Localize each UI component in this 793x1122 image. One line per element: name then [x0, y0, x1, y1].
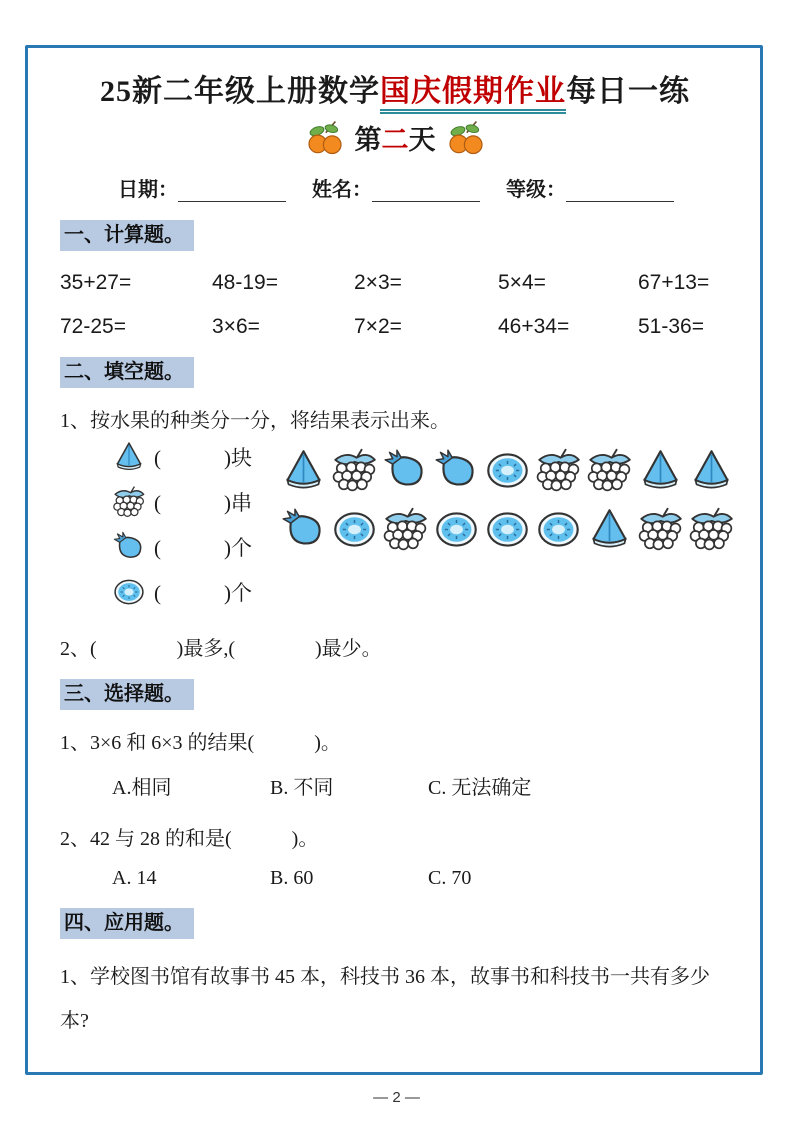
title-prefix: 25新二年级上册数学	[100, 75, 380, 108]
calc-problem: 2×3=	[354, 271, 402, 294]
header-field	[312, 173, 480, 202]
grapes-icon	[586, 447, 633, 494]
fruit-blank-label: ( )个	[154, 581, 252, 605]
calc-problem: 5×4=	[498, 271, 546, 294]
calc-problem: 35+27=	[60, 271, 132, 294]
grapes-icon	[637, 506, 684, 553]
calc-problem: 48-19=	[212, 271, 278, 294]
header-fields-row	[60, 173, 730, 202]
watermelon-icon	[586, 506, 633, 553]
section-fill-in	[60, 357, 730, 661]
title-highlight: 国庆假期作业	[380, 75, 566, 114]
page-border-frame	[25, 45, 763, 1075]
watermelon-icon	[280, 447, 327, 494]
choice-option: A. 14	[112, 867, 157, 889]
choice-option: B. 60	[270, 867, 314, 889]
calc-problem: 46+34=	[498, 315, 570, 338]
section-calculation	[60, 220, 730, 339]
strawberry-icon	[382, 447, 429, 494]
strawberry-icon	[433, 447, 480, 494]
calc-problem: 3×6=	[212, 315, 260, 338]
subtitle-suffix: 天	[408, 125, 436, 155]
section-fill-heading: 二、填空题。	[60, 357, 194, 388]
fruit-legend-row	[112, 574, 280, 610]
kiwi-icon	[484, 447, 531, 494]
choice-question-1: 1、3×6 和 6×3 的结果( )。	[60, 732, 341, 754]
kiwi-icon	[484, 506, 531, 553]
fruit-collection	[280, 447, 735, 610]
choice-option: C. 无法确定	[428, 777, 532, 799]
grapes-icon	[112, 485, 146, 519]
field-label: 日期：	[118, 179, 178, 201]
field-label: 等级：	[506, 179, 566, 201]
strawberry-icon	[112, 530, 146, 564]
choice-option: C. 70	[428, 867, 472, 889]
choice-options-1	[60, 771, 730, 800]
calc-problem: 72-25=	[60, 315, 126, 338]
fill-question-1: 1、按水果的种类分一分，将结果表示出来。	[60, 410, 450, 432]
header-field	[506, 173, 674, 202]
fill-question-2: 2、( )最多,( )最少。	[60, 638, 382, 660]
title-suffix: 每日一练	[566, 75, 690, 108]
calc-problem: 67+13=	[638, 271, 710, 294]
tangerine-icon	[446, 119, 486, 156]
choice-question-2: 2、42 与 28 的和是( )。	[60, 828, 319, 850]
calc-problem: 51-36=	[638, 315, 704, 338]
kiwi-icon	[535, 506, 582, 553]
fruit-blank-label: ( )个	[154, 536, 252, 560]
section-application	[60, 908, 730, 1043]
calc-problem: 7×2=	[354, 315, 402, 338]
grapes-icon	[535, 447, 582, 494]
field-blank-line	[372, 179, 480, 202]
subtitle-prefix: 第	[354, 125, 382, 155]
grapes-icon	[688, 506, 735, 553]
field-blank-line	[566, 179, 674, 202]
kiwi-icon	[331, 506, 378, 553]
section-calc-heading: 一、计算题。	[60, 220, 194, 251]
fruit-legend-row	[112, 484, 280, 520]
subtitle-day-number: 二	[381, 125, 409, 155]
tangerine-icon	[305, 119, 345, 156]
choice-option: A.相同	[112, 777, 172, 799]
fruit-row-1	[280, 447, 735, 494]
field-blank-line	[178, 179, 286, 202]
fruit-row-2	[280, 506, 735, 553]
fruit-blank-label: ( )块	[154, 446, 252, 470]
choice-options-2	[60, 867, 730, 890]
page-title	[60, 66, 730, 110]
day-subtitle	[60, 118, 730, 157]
fruit-legend	[60, 439, 280, 610]
fruit-sorting-area	[60, 439, 730, 610]
watermelon-icon	[637, 447, 684, 494]
fruit-legend-row	[112, 529, 280, 565]
fruit-blank-label: ( )串	[154, 491, 252, 515]
grapes-icon	[331, 447, 378, 494]
page-number: — 2 —	[373, 1089, 420, 1106]
section-choice	[60, 679, 730, 890]
calc-row-1	[60, 271, 730, 295]
fruit-legend-row	[112, 439, 280, 475]
grapes-icon	[382, 506, 429, 553]
application-question-1: 1、学校图书馆有故事书 45 本，科技书 36 本，故事书和科技书一共有多少本?	[60, 966, 710, 1032]
subtitle-text	[355, 118, 436, 157]
kiwi-icon	[433, 506, 480, 553]
watermelon-icon	[112, 440, 146, 474]
watermelon-icon	[688, 447, 735, 494]
field-label: 姓名：	[312, 179, 372, 201]
section-app-heading: 四、应用题。	[60, 908, 194, 939]
choice-option: B. 不同	[270, 777, 334, 799]
calc-row-2	[60, 315, 730, 339]
section-choice-heading: 三、选择题。	[60, 679, 194, 710]
kiwi-icon	[112, 575, 146, 609]
strawberry-icon	[280, 506, 327, 553]
header-field	[118, 173, 286, 202]
